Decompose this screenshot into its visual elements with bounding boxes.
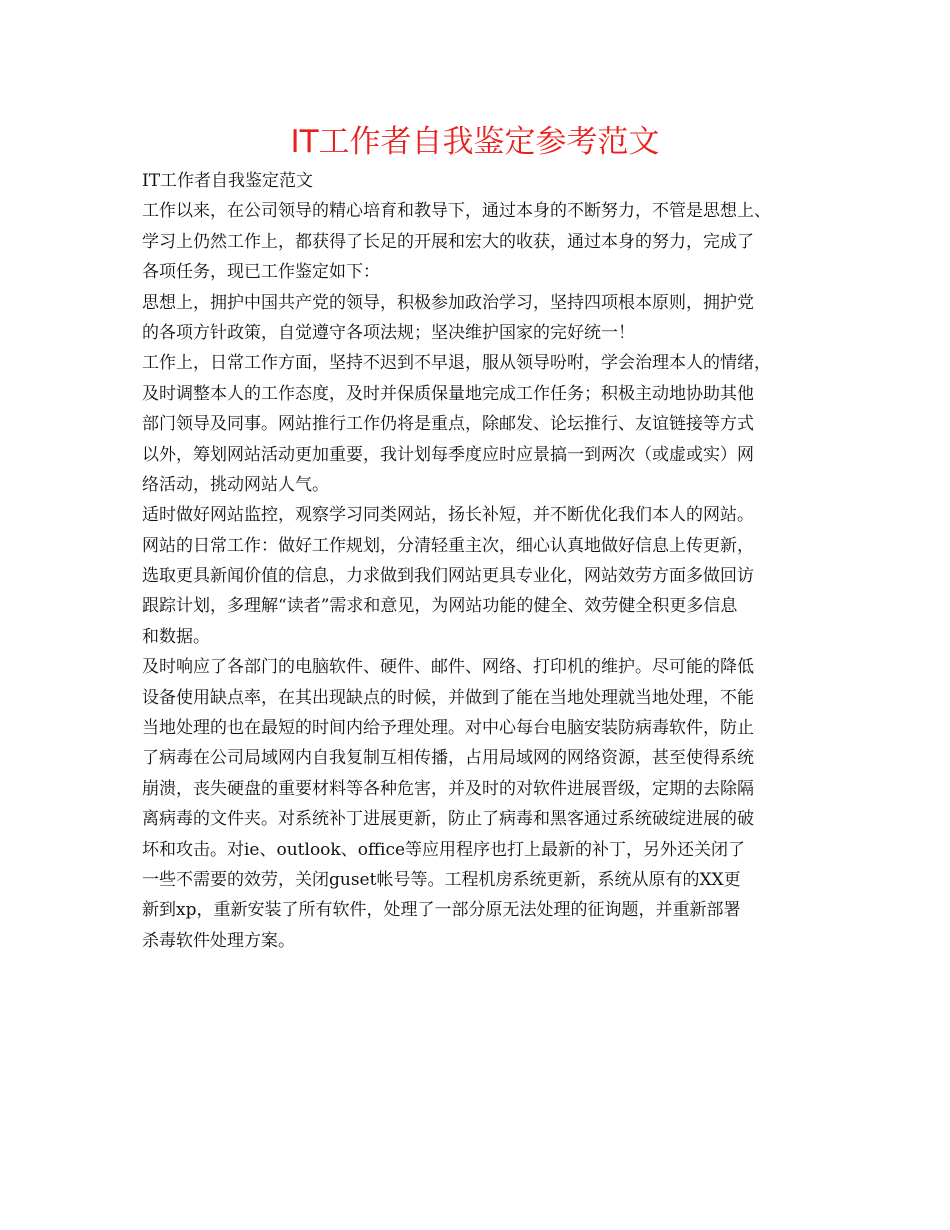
paragraph-line: 工作上，日常工作方面，坚持不迟到不早退，服从领导吩咐，学会治理本人的情绪，: [142, 353, 771, 374]
paragraph-line: 当地处理的也在最短的时间内给予理处理。对中心每台电脑安装防病毒软件，防止: [142, 718, 754, 739]
paragraph-line: 设备使用缺点率，在其出现缺点的时候，并做到了能在当地处理就当地处理，不能: [142, 687, 754, 708]
paragraph-line: 离病毒的文件夹。对系统补丁进展更新，防止了病毒和黑客通过系统破绽进展的破: [142, 809, 754, 830]
paragraph-line: 络活动，挑动网站人气。: [142, 474, 329, 495]
paragraph-line: 及时响应了各部门的电脑软件、硬件、邮件、网络、打印机的维护。尽可能的降低: [142, 657, 754, 678]
document-title: IT工作者自我鉴定参考范文: [290, 124, 660, 160]
paragraph-line: 和数据。: [142, 626, 210, 647]
paragraph-line: 跟踪计划，多理解“读者”需求和意见，为网站功能的健全、效劳健全积更多信息: [142, 596, 738, 617]
paragraph-line: 坏和攻击。对ie、outlook、office等应用程序也打上最新的补丁，另外还关闭了: [142, 839, 746, 860]
paragraph-line: 崩溃，丧失硬盘的重要材料等各种危害，并及时的对软件进展晋级，定期的去除隔: [142, 778, 754, 799]
paragraph-line: 工作以来，在公司领导的精心培育和教导下，通过本身的不断努力，不管是思想上、: [142, 201, 771, 222]
document-body: [142, 166, 822, 956]
paragraph-line: 各项任务，现已工作鉴定如下：: [142, 262, 380, 283]
paragraph-line: 思想上，拥护中国共产党的领导，积极参加政治学习，坚持四项根本原则，拥护党: [142, 292, 754, 313]
paragraph-line: 及时调整本人的工作态度，及时并保质保量地完成工作任务；积极主动地协助其他: [142, 383, 754, 404]
paragraph-line: 以外，筹划网站活动更加重要，我计划每季度应时应景搞一到两次（或虚或实）网: [142, 444, 754, 465]
subtitle-line: IT工作者自我鉴定范文: [142, 171, 314, 191]
paragraph-line: 选取更具新闻价值的信息，力求做到我们网站更具专业化，网站效劳方面多做回访: [142, 566, 754, 587]
paragraph-line: 学习上仍然工作上，都获得了长足的开展和宏大的收获，通过本身的努力，完成了: [142, 231, 754, 252]
paragraph-line: 杀毒软件处理方案。: [142, 930, 295, 951]
paragraph-line: 适时做好网站监控，观察学习同类网站，扬长补短，并不断优化我们本人的网站。: [142, 505, 754, 526]
paragraph-line: 的各项方针政策，自觉遵守各项法规；坚决维护国家的完好统一！: [142, 322, 635, 343]
paragraph-line: 了病毒在公司局域网内自我复制互相传播，占用局域网的网络资源，甚至使得系统: [142, 748, 754, 769]
paragraph-line: 新到xp，重新安装了所有软件，处理了一部分原无法处理的征询题，并重新部署: [142, 900, 741, 921]
paragraph-line: 部门领导及同事。网站推行工作仍将是重点，除邮发、论坛推行、友谊链接等方式: [142, 414, 754, 435]
paragraph-line: 网站的日常工作：做好工作规划，分清轻重主次，细心认真地做好信息上传更新，: [142, 535, 754, 556]
paragraph-line: 一些不需要的效劳，关闭guset帐号等。工程机房系统更新，系统从原有的XX更: [142, 869, 741, 890]
